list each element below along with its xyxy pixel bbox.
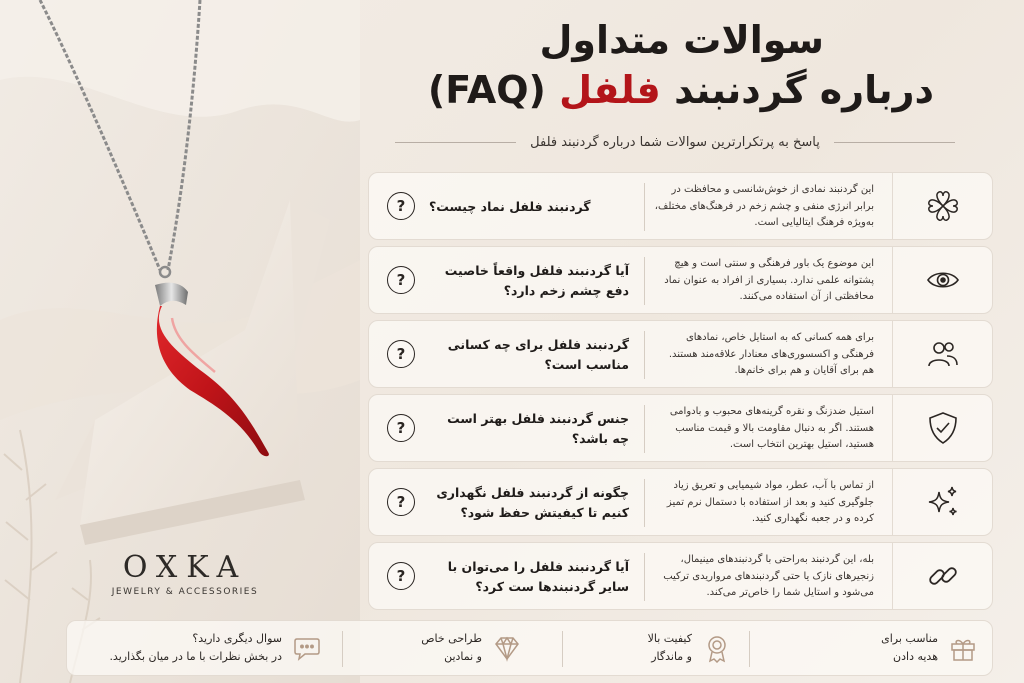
faq-question: جنس گردنبند فلفل بهتر است چه باشد؟ xyxy=(447,411,629,446)
subtitle: پاسخ به پرتکرارترین سوالات شما درباره گردنبند فلفل xyxy=(530,134,820,150)
feature-line1: سوال دیگری دارید؟ xyxy=(192,632,282,646)
feature-line1: مناسب برای xyxy=(881,632,938,646)
question-mark-icon: ? xyxy=(387,192,415,220)
faq-divider xyxy=(644,553,645,601)
faq-divider xyxy=(644,405,645,453)
feature-gift xyxy=(778,621,978,675)
question-mark-icon: ? xyxy=(387,266,415,294)
question-mark-icon: ? xyxy=(387,488,415,516)
link-icon xyxy=(892,543,992,609)
feature-line2: هدیه دادن xyxy=(893,650,938,663)
faq-answer: برای همه کسانی که به استایل خاص، نمادهای فرهنگی و اکسسوری‌های معنادار علاقه‌مند هستند. هم برای آقایان و هم برای خانم‌ها. xyxy=(668,332,874,377)
faq-item[interactable] xyxy=(368,394,993,462)
diamond-icon xyxy=(492,633,522,663)
users-icon xyxy=(892,321,992,387)
faq-answer: از تماس با آب، عطر، مواد شیمیایی و تعریق زیاد جلوگیری کنید و بعد از استفاده با دستمال نرم تمیز کرده و در جعبه نگهداری کنید. xyxy=(666,480,874,525)
product-photo xyxy=(0,0,360,683)
feature-line1: طراحی خاص xyxy=(421,632,482,646)
faq-answer: این گردنبند نمادی از خوش‌شانسی و محافظت در برابر انرژی منفی و چشم زخم در فرهنگ‌های مختلف، به‌ویژه فرهنگ ایتالیایی است. xyxy=(654,184,874,229)
clover-icon xyxy=(892,173,992,239)
brand-tagline: JEWELRY & ACCESSORIES xyxy=(111,587,259,597)
feature-text xyxy=(109,630,282,665)
faq-question: گردنبند فلفل برای چه کسانی مناسب است؟ xyxy=(447,337,629,372)
feature-contact[interactable] xyxy=(72,621,322,675)
feature-text xyxy=(421,630,482,665)
feature-quality xyxy=(562,621,732,675)
feature-design xyxy=(352,621,522,675)
faq-question: آیا گردنبند فلفل را می‌توان با سایر گردنبندها ست کرد؟ xyxy=(447,559,629,594)
faq-divider xyxy=(644,183,645,231)
page-title-line2 xyxy=(374,68,934,112)
faq-divider xyxy=(644,257,645,305)
feature-text xyxy=(648,630,692,665)
subtitle-divider-left xyxy=(395,142,516,143)
chat-icon xyxy=(292,633,322,663)
faq-answer: استیل ضدزنگ و نقره گرینه‌های محبوب و بادوامی هستند. اگر به دنبال مقاومت بالا و قیمت مناسب هستید، استیل بهترین انتخاب است. xyxy=(669,406,874,451)
question-mark-icon: ? xyxy=(387,340,415,368)
faq-answer: بله، این گردنبند به‌راحتی با گردنبندهای مینیمال، زنجیرهای نازک یا حتی گردنبندهای مرواریدی ترکیب می‌شود و استایل شما را خاص‌تر می‌کند. xyxy=(663,554,874,599)
faq-answer: این موضوع یک باور فرهنگی و سنتی است و هیچ پشتوانه علمی ندارد. بسیاری از افراد به عنوان نماد محافظتی از آن استفاده می‌کنند. xyxy=(664,258,874,303)
faq-item[interactable] xyxy=(368,542,993,610)
feature-line2: و نمادین xyxy=(444,650,482,663)
faq-item[interactable] xyxy=(368,172,993,240)
feature-line2: در بخش نظرات با ما در میان بگذارید. xyxy=(109,650,282,663)
title-suffix: (FAQ) xyxy=(427,68,546,112)
faq-question: آیا گردنبند فلفل واقعاً خاصیت دفع چشم زخم دارد؟ xyxy=(444,263,629,298)
faq-item[interactable] xyxy=(368,246,993,314)
feature-divider xyxy=(342,631,343,667)
sparkles-icon xyxy=(892,469,992,535)
eye-icon xyxy=(892,247,992,313)
badge-icon xyxy=(702,633,732,663)
faq-item[interactable] xyxy=(368,468,993,536)
faq-question: چگونه از گردنبند فلفل نگهداری کنیم تا کیفیتش حفظ شود؟ xyxy=(436,485,629,520)
shield-check-icon xyxy=(892,395,992,461)
faq-divider xyxy=(644,479,645,527)
question-mark-icon: ? xyxy=(387,414,415,442)
question-mark-icon: ? xyxy=(387,562,415,590)
title-accent: فلفل xyxy=(559,68,661,112)
feature-line1: کیفیت بالا xyxy=(647,632,692,646)
feature-divider xyxy=(562,631,563,667)
faq-item[interactable] xyxy=(368,320,993,388)
subtitle-row xyxy=(395,130,955,154)
subtitle-divider-right xyxy=(834,142,955,143)
feature-line2: و ماندگار xyxy=(651,650,692,663)
page-title-line1: سوالات متداول xyxy=(539,18,824,62)
faq-question: گردنبند فلفل نماد چیست؟ xyxy=(429,199,591,214)
title-prefix: درباره گردنبند xyxy=(674,68,934,112)
faq-divider xyxy=(644,331,645,379)
brand-logo xyxy=(105,550,265,597)
gift-icon xyxy=(948,633,978,663)
feature-text xyxy=(881,630,938,665)
features-bar xyxy=(66,620,993,676)
feature-divider xyxy=(749,631,750,667)
brand-name: OXKA xyxy=(122,550,248,585)
